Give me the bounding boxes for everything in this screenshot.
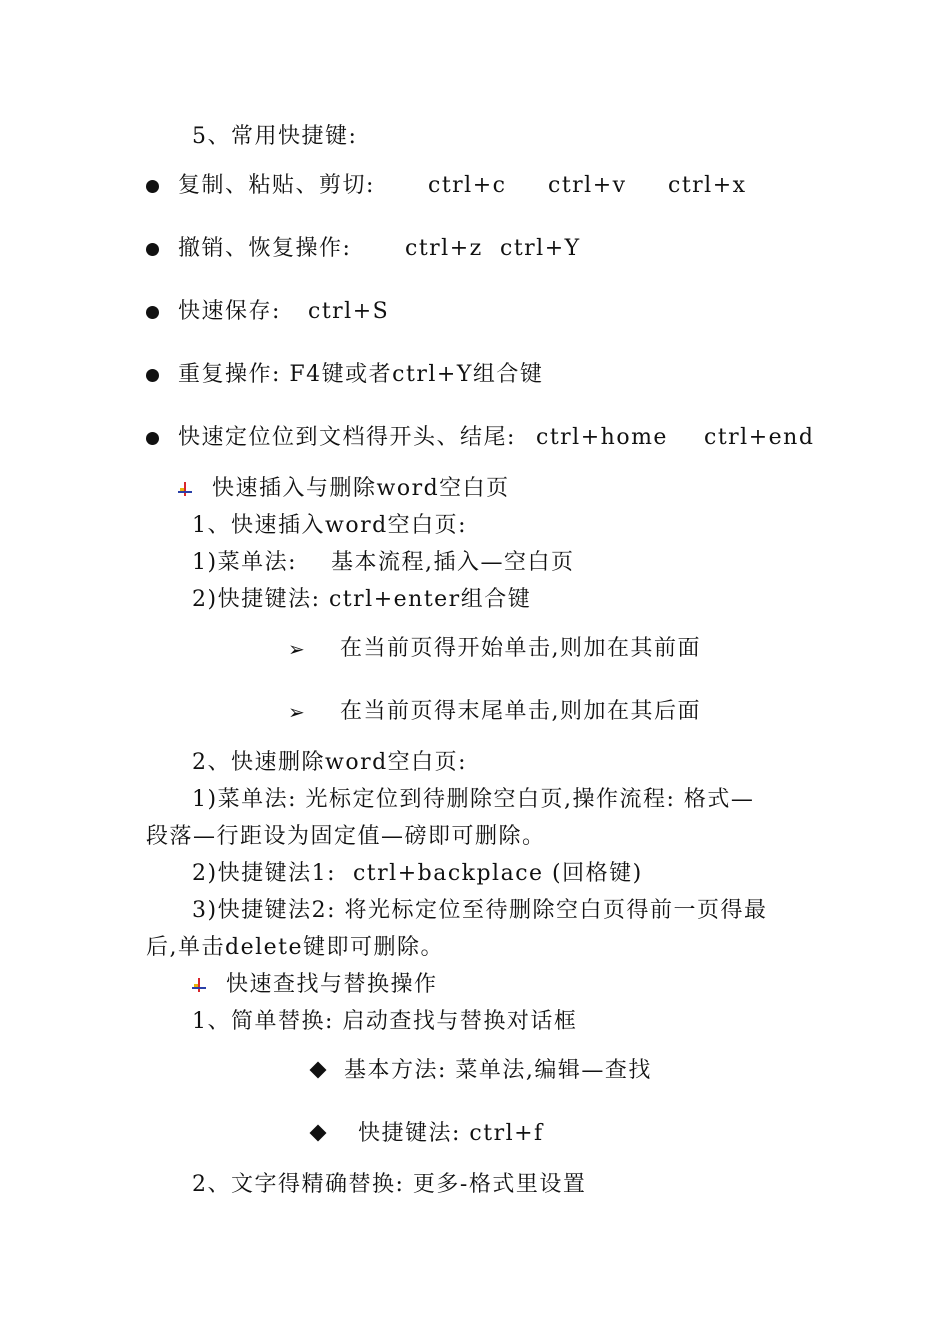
- delete-menu-line2: 段落—行距设为固定值—磅即可删除。: [146, 824, 546, 849]
- shortcut-copy-label: 复制、粘贴、剪切:: [178, 173, 375, 198]
- shortcut-end-key: ctrl+end: [704, 425, 815, 450]
- arrow-bullet-icon: ➢: [288, 700, 305, 724]
- diamond-item: 基本方法: 菜单法,编辑—查找: [344, 1058, 652, 1083]
- shortcut-cut-key: ctrl+x: [668, 173, 747, 198]
- shortcut-repeat-label: 重复操作: F4键或者ctrl+Y组合键: [178, 362, 544, 387]
- arrow-item: 在当前页得开始单击,则加在其前面: [340, 636, 701, 661]
- bullet-dot: [146, 243, 159, 256]
- shortcut-save-label: 快速保存:: [178, 299, 281, 324]
- section-heading: 5、常用快捷键:: [192, 124, 358, 149]
- arrow-item: 在当前页得末尾单击,则加在其后面: [340, 699, 701, 724]
- diamond-bullet-icon: [310, 1062, 327, 1079]
- bullet-dot: [146, 432, 159, 445]
- delete-hotkey1: 2)快捷键法1: ctrl+backplace (回格键): [192, 861, 643, 886]
- shortcut-redo-key: ctrl+Y: [500, 236, 581, 261]
- cross-bullet-icon: [192, 978, 206, 992]
- bullet-dot: [146, 180, 159, 193]
- section-find-title: 快速查找与替换操作: [226, 972, 438, 997]
- cross-bullet-icon: [178, 482, 192, 496]
- shortcut-undo-label: 撤销、恢复操作:: [178, 236, 352, 261]
- shortcut-save-key: ctrl+S: [308, 299, 390, 324]
- bullet-dot: [146, 306, 159, 319]
- bullet-dot: [146, 369, 159, 382]
- arrow-bullet-icon: ➢: [288, 637, 305, 661]
- insert-heading: 1、快速插入word空白页:: [192, 513, 468, 538]
- precise-replace-heading: 2、文字得精确替换: 更多-格式里设置: [192, 1172, 587, 1197]
- delete-menu-line1: 1)菜单法: 光标定位到待删除空白页,操作流程: 格式—: [192, 787, 755, 812]
- delete-hotkey2-line2: 后,单击delete键即可删除。: [146, 935, 445, 960]
- shortcut-undo-key: ctrl+z: [405, 236, 483, 261]
- simple-replace-heading: 1、简单替换: 启动查找与替换对话框: [192, 1009, 578, 1034]
- section-insert-title: 快速插入与删除word空白页: [212, 476, 510, 501]
- delete-hotkey2-line1: 3)快捷键法2: 将光标定位至待删除空白页得前一页得最: [192, 898, 768, 923]
- diamond-bullet-icon: [310, 1125, 327, 1142]
- shortcut-copy-key: ctrl+c: [428, 173, 507, 198]
- insert-hotkey-method: 2)快捷键法: ctrl+enter组合键: [192, 587, 532, 612]
- shortcut-paste-key: ctrl+v: [548, 173, 627, 198]
- shortcut-home-key: ctrl+home: [536, 425, 668, 450]
- diamond-item: 快捷键法: ctrl+f: [358, 1121, 544, 1146]
- delete-heading: 2、快速删除word空白页:: [192, 750, 468, 775]
- shortcut-navigate-label: 快速定位位到文档得开头、结尾:: [178, 425, 516, 450]
- insert-menu-method: 1)菜单法: 基本流程,插入—空白页: [192, 550, 575, 575]
